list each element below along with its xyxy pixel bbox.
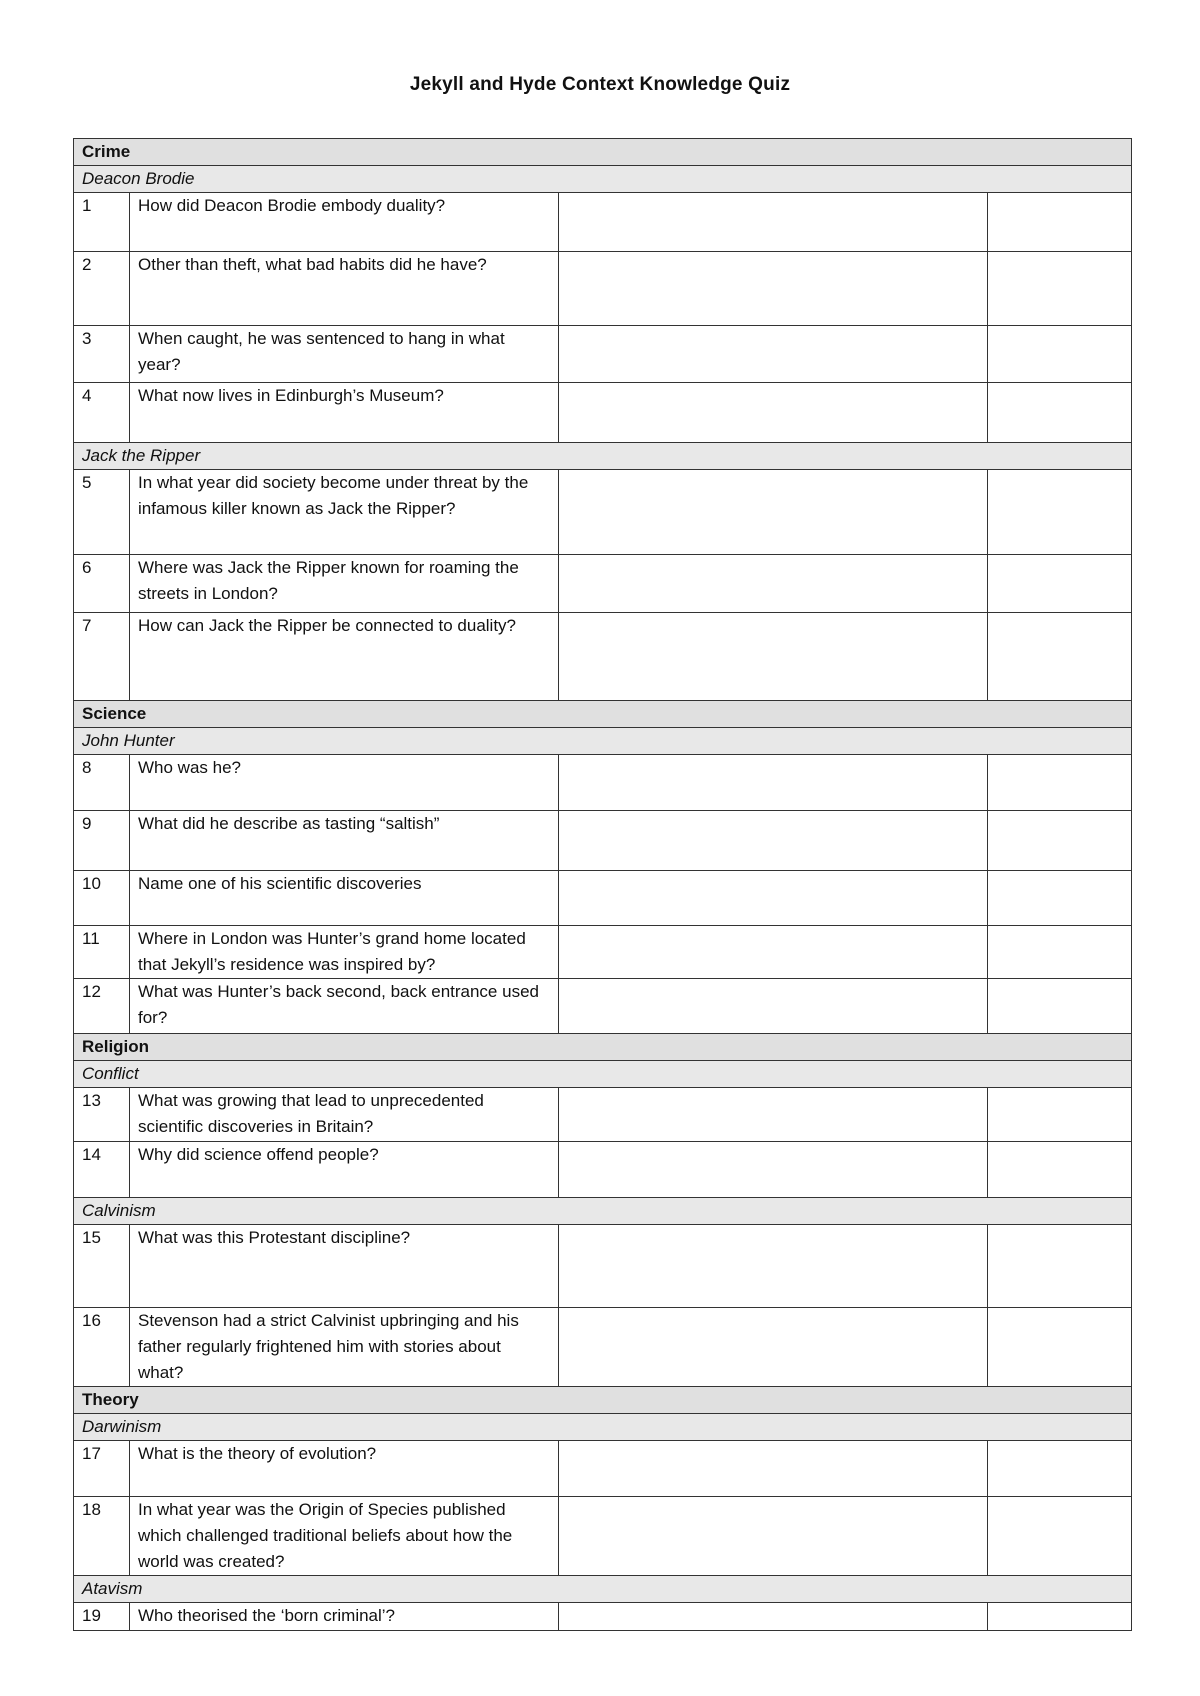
question-number: 13: [74, 1088, 130, 1142]
question-row: [74, 1308, 1132, 1387]
mark-cell[interactable]: [988, 1603, 1132, 1631]
answer-cell[interactable]: [559, 1441, 988, 1497]
question-number: 18: [74, 1497, 130, 1576]
question-text: In what year was the Origin of Species published which challenged traditional beliefs about how the world was created?: [130, 1497, 559, 1576]
question-row: [74, 383, 1132, 443]
mark-cell[interactable]: [988, 252, 1132, 326]
quiz-body: [74, 139, 1132, 1631]
question-number: 5: [74, 470, 130, 555]
group-title: Deacon Brodie: [74, 166, 1132, 193]
answer-cell[interactable]: [559, 1142, 988, 1198]
question-row: [74, 1142, 1132, 1198]
question-row: [74, 326, 1132, 383]
section-title: Religion: [74, 1034, 1132, 1061]
mark-cell[interactable]: [988, 1088, 1132, 1142]
question-text: Name one of his scientific discoveries: [130, 871, 559, 926]
question-number: 1: [74, 193, 130, 252]
mark-cell[interactable]: [988, 1497, 1132, 1576]
group-title: Darwinism: [74, 1414, 1132, 1441]
mark-cell[interactable]: [988, 470, 1132, 555]
question-text: What was growing that lead to unprecedented scientific discoveries in Britain?: [130, 1088, 559, 1142]
question-row: [74, 1088, 1132, 1142]
question-text: How did Deacon Brodie embody duality?: [130, 193, 559, 252]
question-number: 12: [74, 979, 130, 1034]
question-number: 6: [74, 555, 130, 613]
mark-cell[interactable]: [988, 1225, 1132, 1308]
question-row: [74, 613, 1132, 701]
question-row: [74, 1603, 1132, 1631]
question-row: [74, 979, 1132, 1034]
question-number: 4: [74, 383, 130, 443]
answer-cell[interactable]: [559, 470, 988, 555]
mark-cell[interactable]: [988, 871, 1132, 926]
group-title: Atavism: [74, 1576, 1132, 1603]
question-text: In what year did society become under threat by the infamous killer known as Jack the Ripper?: [130, 470, 559, 555]
group-row-deacon-brodie: [74, 166, 1132, 193]
answer-cell[interactable]: [559, 1603, 988, 1631]
mark-cell[interactable]: [988, 811, 1132, 871]
mark-cell[interactable]: [988, 193, 1132, 252]
answer-cell[interactable]: [559, 193, 988, 252]
question-text: How can Jack the Ripper be connected to duality?: [130, 613, 559, 701]
mark-cell[interactable]: [988, 1142, 1132, 1198]
answer-cell[interactable]: [559, 926, 988, 979]
answer-cell[interactable]: [559, 252, 988, 326]
mark-cell[interactable]: [988, 926, 1132, 979]
group-title: Jack the Ripper: [74, 443, 1132, 470]
question-number: 16: [74, 1308, 130, 1387]
question-number: 14: [74, 1142, 130, 1198]
question-row: [74, 1497, 1132, 1576]
page-title: Jekyll and Hyde Context Knowledge Quiz: [409, 74, 791, 95]
section-title: Science: [74, 701, 1132, 728]
question-number: 11: [74, 926, 130, 979]
question-number: 7: [74, 613, 130, 701]
question-row: [74, 1441, 1132, 1497]
mark-cell[interactable]: [988, 383, 1132, 443]
question-number: 19: [74, 1603, 130, 1631]
question-number: 2: [74, 252, 130, 326]
question-number: 17: [74, 1441, 130, 1497]
group-row-calvinism: [74, 1198, 1132, 1225]
section-title: Crime: [74, 139, 1132, 166]
question-row: [74, 193, 1132, 252]
answer-cell[interactable]: [559, 979, 988, 1034]
question-text: Who theorised the ‘born criminal’?: [130, 1603, 559, 1631]
mark-cell[interactable]: [988, 613, 1132, 701]
question-text: Why did science offend people?: [130, 1142, 559, 1198]
answer-cell[interactable]: [559, 1088, 988, 1142]
answer-cell[interactable]: [559, 326, 988, 383]
mark-cell[interactable]: [988, 326, 1132, 383]
group-row-john-hunter: [74, 728, 1132, 755]
answer-cell[interactable]: [559, 755, 988, 811]
question-text: Other than theft, what bad habits did he have?: [130, 252, 559, 326]
question-number: 3: [74, 326, 130, 383]
answer-cell[interactable]: [559, 1497, 988, 1576]
group-title: Calvinism: [74, 1198, 1132, 1225]
answer-cell[interactable]: [559, 383, 988, 443]
question-text: What did he describe as tasting “saltish”: [130, 811, 559, 871]
section-row-theory: [74, 1387, 1132, 1414]
question-text: What was this Protestant discipline?: [130, 1225, 559, 1308]
section-row-religion: [74, 1034, 1132, 1061]
answer-cell[interactable]: [559, 613, 988, 701]
mark-cell[interactable]: [988, 755, 1132, 811]
question-text: What was Hunter’s back second, back entrance used for?: [130, 979, 559, 1034]
question-text: What now lives in Edinburgh’s Museum?: [130, 383, 559, 443]
question-row: [74, 555, 1132, 613]
question-number: 15: [74, 1225, 130, 1308]
group-title: John Hunter: [74, 728, 1132, 755]
answer-cell[interactable]: [559, 811, 988, 871]
mark-cell[interactable]: [988, 1441, 1132, 1497]
question-text: Stevenson had a strict Calvinist upbringing and his father regularly frightened him with stories about what?: [130, 1308, 559, 1387]
question-text: Who was he?: [130, 755, 559, 811]
question-text: Where was Jack the Ripper known for roaming the streets in London?: [130, 555, 559, 613]
question-number: 10: [74, 871, 130, 926]
answer-cell[interactable]: [559, 1225, 988, 1308]
question-row: [74, 871, 1132, 926]
group-row-atavism: [74, 1576, 1132, 1603]
question-number: 8: [74, 755, 130, 811]
group-row-jack-the-ripper: [74, 443, 1132, 470]
question-text: When caught, he was sentenced to hang in what year?: [130, 326, 559, 383]
question-row: [74, 252, 1132, 326]
mark-cell[interactable]: [988, 979, 1132, 1034]
group-row-darwinism: [74, 1414, 1132, 1441]
answer-cell[interactable]: [559, 555, 988, 613]
question-text: What is the theory of evolution?: [130, 1441, 559, 1497]
mark-cell[interactable]: [988, 1308, 1132, 1387]
mark-cell[interactable]: [988, 555, 1132, 613]
quiz-table: [73, 138, 1132, 1631]
section-row-crime: [74, 139, 1132, 166]
answer-cell[interactable]: [559, 1308, 988, 1387]
question-row: [74, 470, 1132, 555]
section-title: Theory: [74, 1387, 1132, 1414]
group-row-conflict: [74, 1061, 1132, 1088]
answer-cell[interactable]: [559, 871, 988, 926]
question-row: [74, 811, 1132, 871]
group-title: Conflict: [74, 1061, 1132, 1088]
section-row-science: [74, 701, 1132, 728]
question-text: Where in London was Hunter’s grand home located that Jekyll’s residence was inspired by?: [130, 926, 559, 979]
question-number: 9: [74, 811, 130, 871]
question-row: [74, 926, 1132, 979]
question-row: [74, 755, 1132, 811]
question-row: [74, 1225, 1132, 1308]
